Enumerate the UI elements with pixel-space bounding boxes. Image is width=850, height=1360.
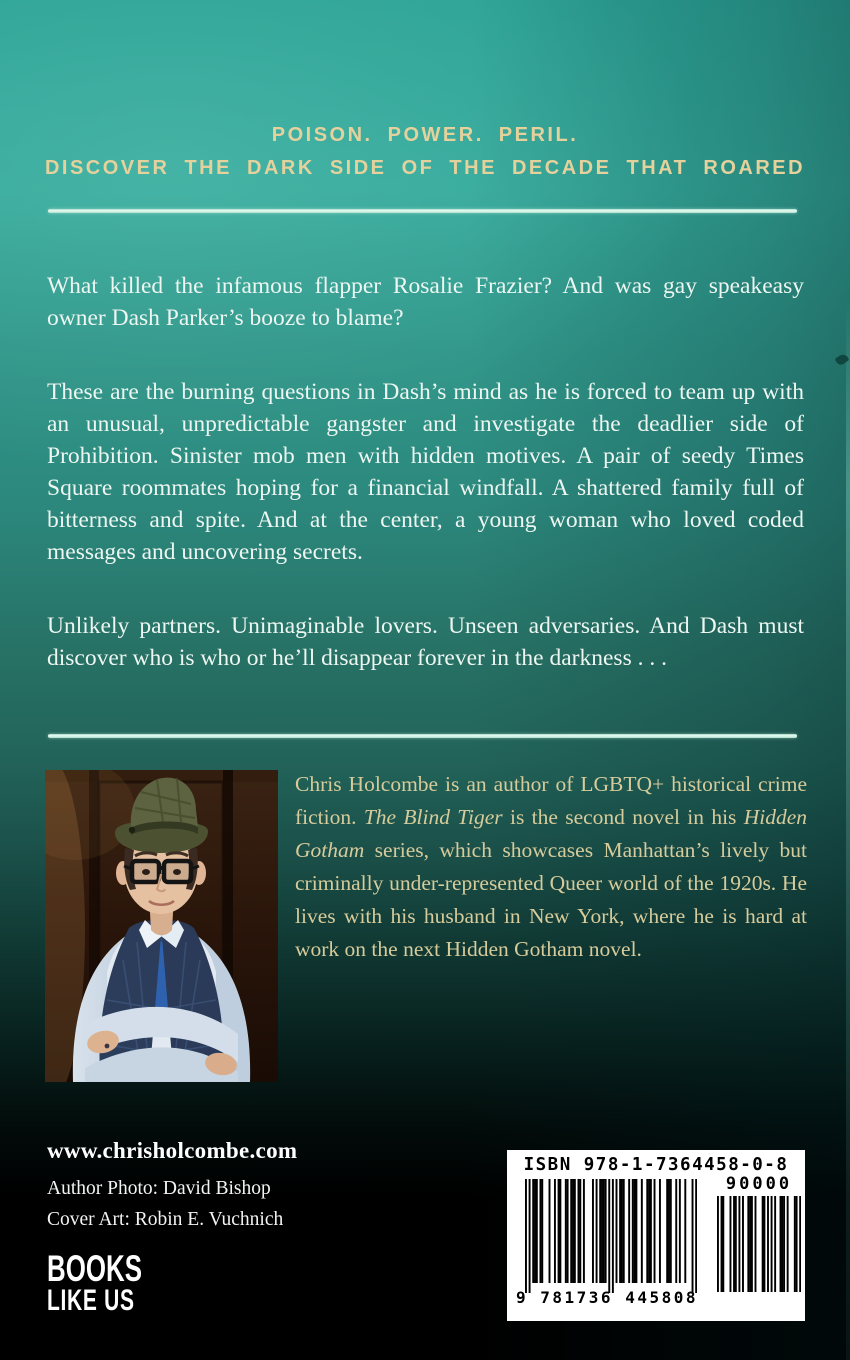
bottom-divider-rule — [48, 734, 797, 738]
publisher-logo-line-2: LIKE US — [47, 1284, 135, 1317]
author-portrait-illustration — [45, 770, 278, 1082]
synopsis-block — [47, 270, 804, 716]
isbn-label: ISBN 978-1-7364458-0-8 — [523, 1155, 789, 1175]
barcode-panel — [507, 1150, 805, 1321]
author-photo — [45, 770, 278, 1082]
tagline-line-2: DISCOVER THE DARK SIDE OF THE DECADE THAT ROARED — [44, 157, 806, 179]
price-code: 90000 — [725, 1174, 793, 1194]
credits-block — [47, 1174, 283, 1235]
cover-art-credit: Cover Art: Robin E. Vuchnich — [47, 1208, 284, 1230]
author-website-url: www.chrisholcombe.com — [47, 1138, 298, 1163]
synopsis-paragraph-2: These are the burning questions in Dash’s mind as he is forced to team up with an unusual, unpredictable gangster and investigate the deadlier side of Prohibition. Sinister mob men with hidden motives. A pair of seedy Times Square roommates hoping for a financial windfall. A shattered family full of bitterness and spite. And at the center, a young woman who loved coded messages and uncovering secrets. — [47, 379, 804, 565]
supplement-barcode — [717, 1196, 801, 1292]
synopsis-paragraph-1: What killed the infamous flapper Rosalie Frazier? And was gay speakeasy owner Dash Parker’s booze to blame? — [47, 273, 804, 331]
ean13-digits: 9 781736 445808 — [516, 1288, 698, 1307]
ean13-barcode — [525, 1179, 697, 1297]
tagline-block — [0, 119, 850, 185]
publisher-logo-line-1: BOOKS — [47, 1248, 142, 1289]
tagline-line-1: POISON. POWER. PERIL. — [271, 124, 579, 146]
top-divider-rule — [48, 209, 797, 213]
synopsis-paragraph-3: Unlikely partners. Unimaginable lovers. Unseen adversaries. And Dash must discover who is who or he’ll disappear forever in the darkness . . . — [47, 613, 804, 671]
author-bio: Chris Holcombe is an author of LGBTQ+ historical crime fiction. The Blind Tiger is the second novel in his Hidden Gotham series, which showcases Manhattan’s lively but criminally under-represented Queer world of the 1920s. He lives with his husband in New York, where he is hard at work on the next Hidden Gotham novel. — [295, 772, 808, 961]
author-photo-credit: Author Photo: David Bishop — [47, 1178, 271, 1199]
right-edge-light-streak — [846, 300, 850, 1360]
publisher-logo — [47, 1248, 183, 1317]
